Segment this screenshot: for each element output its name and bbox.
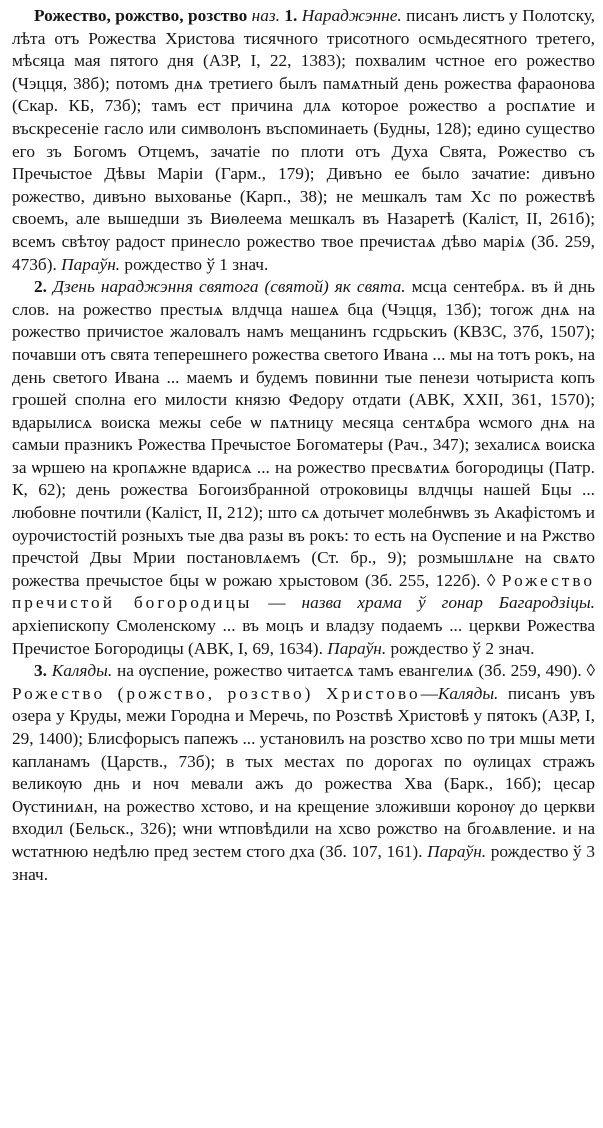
subentry-phrase: Рожество пречистой богородицы xyxy=(12,570,596,613)
diamond-marker: ◊ xyxy=(586,661,595,681)
entry-sense-1 xyxy=(12,5,595,276)
part-of-speech: наз. xyxy=(251,6,280,25)
sense-number: 3. xyxy=(34,661,47,681)
compare-label: Параўн. xyxy=(427,841,487,861)
subentry-phrase: Рожество (рожство, розство) Христово xyxy=(12,683,421,703)
diamond-marker: ◊ xyxy=(486,570,496,590)
subentry-citations: писанъ увъ озера у Круды, межи Городна и Меречь, по Розствѣ Христовѣ у пятокъ (АЗР, I, 29, 1400); Блисфорысъ папежъ ... установилъ на розство хсво по три мшы мети капланамъ (Царств., 73б); в тых местах по дорогах по ѹлицах стражъ великѹю днь и ноч мевали ажъ до рожества Хва (Барк., 16б); цесар Ѹстиниѧн, на рожество хстово, и на крещение зложивши коронѹ до церкви входил (Бельск., 326); ѡни ѡтповѣдили на хсво рожство на бгоѧвление. и на ѡстатнюю недѣлю пред зестем стого дха (Зб. 107, 161). xyxy=(12,683,595,861)
sense-number: 2. xyxy=(34,277,47,297)
sense-gloss: Дзень нараджэння святога (святой) як свята. xyxy=(53,277,406,297)
entry-headword: Рожество, рожство, розство xyxy=(34,6,248,25)
sense-citations: мсца сентебрѧ. въ ӥ днь слов. на рожество престыѧ влдчца нашеѧ бца (Чэцця, 13б); тогож днѧ на рожество причистое жаловалъ намъ мещанинъ гсдрьскиъ (КВЗС, 37б, 1507); почавши отъ свята теперешнего рожества светого Ивана ... мы на тотъ рокъ, на день светого Ивана ... маемъ и будемъ повинни тые пенези чотыриста копъ грошей сполна его милости князю Федору отдати (АВК, XXII, 361, 1570); вдарылисѧ воиска межы себе ѡ пѧтницу месяца сентѧбра ѡсмого днѧ на самыи празникъ Рожества Пречыстое Богоматеры (Рач., 347); зехалисѧ воиска за ѡршею на кропѧжне вдарисѧ ... на рожество пресвѧтиѧ богородицы (Патр. К, 62); день рожества Богоизбранной отроковицы влдчцы нашей Бцы ... любовне почтили (Каліст, II, 212); што сѧ дотычет молебнѡвъ зъ Акафістомъ и оурочистостій розныхъ тые два разы въ рокъ: то есть на Ѹспение и на Ржство пречстой Двы Мрии постановлѧемъ (Ст. бр., 9); розмышлѧне на свѧто рожества пречыстое бцы ѡ рожаю хрыстовом (Зб. 255, 122б). xyxy=(12,277,595,590)
sense-gloss: Нараджэнне. xyxy=(301,6,402,25)
sense-gloss: Каляды. xyxy=(51,661,113,681)
dash: — xyxy=(420,683,438,703)
sense-number: 1. xyxy=(284,6,298,25)
compare-reference: рождество ў 3 знач. xyxy=(12,841,595,884)
subentry-gloss: назва храма ў гонар Багародзіцы. xyxy=(301,593,595,613)
sense-citations: писанъ листъ у Полотску, лѣта отъ Рожества Христова тисячного трисотного осмьдесятного третего, мѣсяца мая пятого дня (АЗР, I, 22, 1383); похвалим чстное его рожество (Чэцця, 38б); потомъ днѧ третиего былъ памѧтный день рожества фараонова (Скар. КБ, 73б); тамъ ест причина длѧ которое рожество а роспѧтие и въскресеніе гасло или символонъ въспоминаеть (Будны, 128); едино существо его зъ Богомъ Отцемъ, зачатіе по плоти отъ Духа Свята, Рожество съ Пречыстое Дѣвы Маріи (Гарм., 179); Дивъно ее было зачатие: дивъно рожество, дивъно выхованье (Карп., 38); не мешкалъ там Хс по рожествѣ своемъ, але вышедши зъ Виѳлеема мешкалъ въ Назаретѣ (Каліст, II, 261б); всемъ свѣтѹ радост принесло рожество твое пречистаѧ дѣво маріѧ (Зб. 259, 473б). xyxy=(12,6,595,274)
compare-reference: рождество ў 1 знач. xyxy=(124,254,269,274)
subentry-gloss: Каляды. xyxy=(437,683,499,703)
entry-sense-3 xyxy=(12,660,595,886)
compare-reference: рождество ў 2 знач. xyxy=(390,638,535,658)
entry-sense-2 xyxy=(12,276,595,660)
compare-label: Параўн. xyxy=(61,254,121,274)
dash: — xyxy=(268,593,286,613)
sense-citations: на ѹспение, рожество читаетсѧ тамъ евангелиѧ (Зб. 259, 490). xyxy=(116,661,582,681)
subentry-citations: архіепископу Смоленскому ... въ моцъ и владзу подаемъ ... церкви Рожества Пречистое Богородицы (АВК, I, 69, 1634). xyxy=(12,616,595,658)
compare-label: Параўн. xyxy=(327,638,387,658)
